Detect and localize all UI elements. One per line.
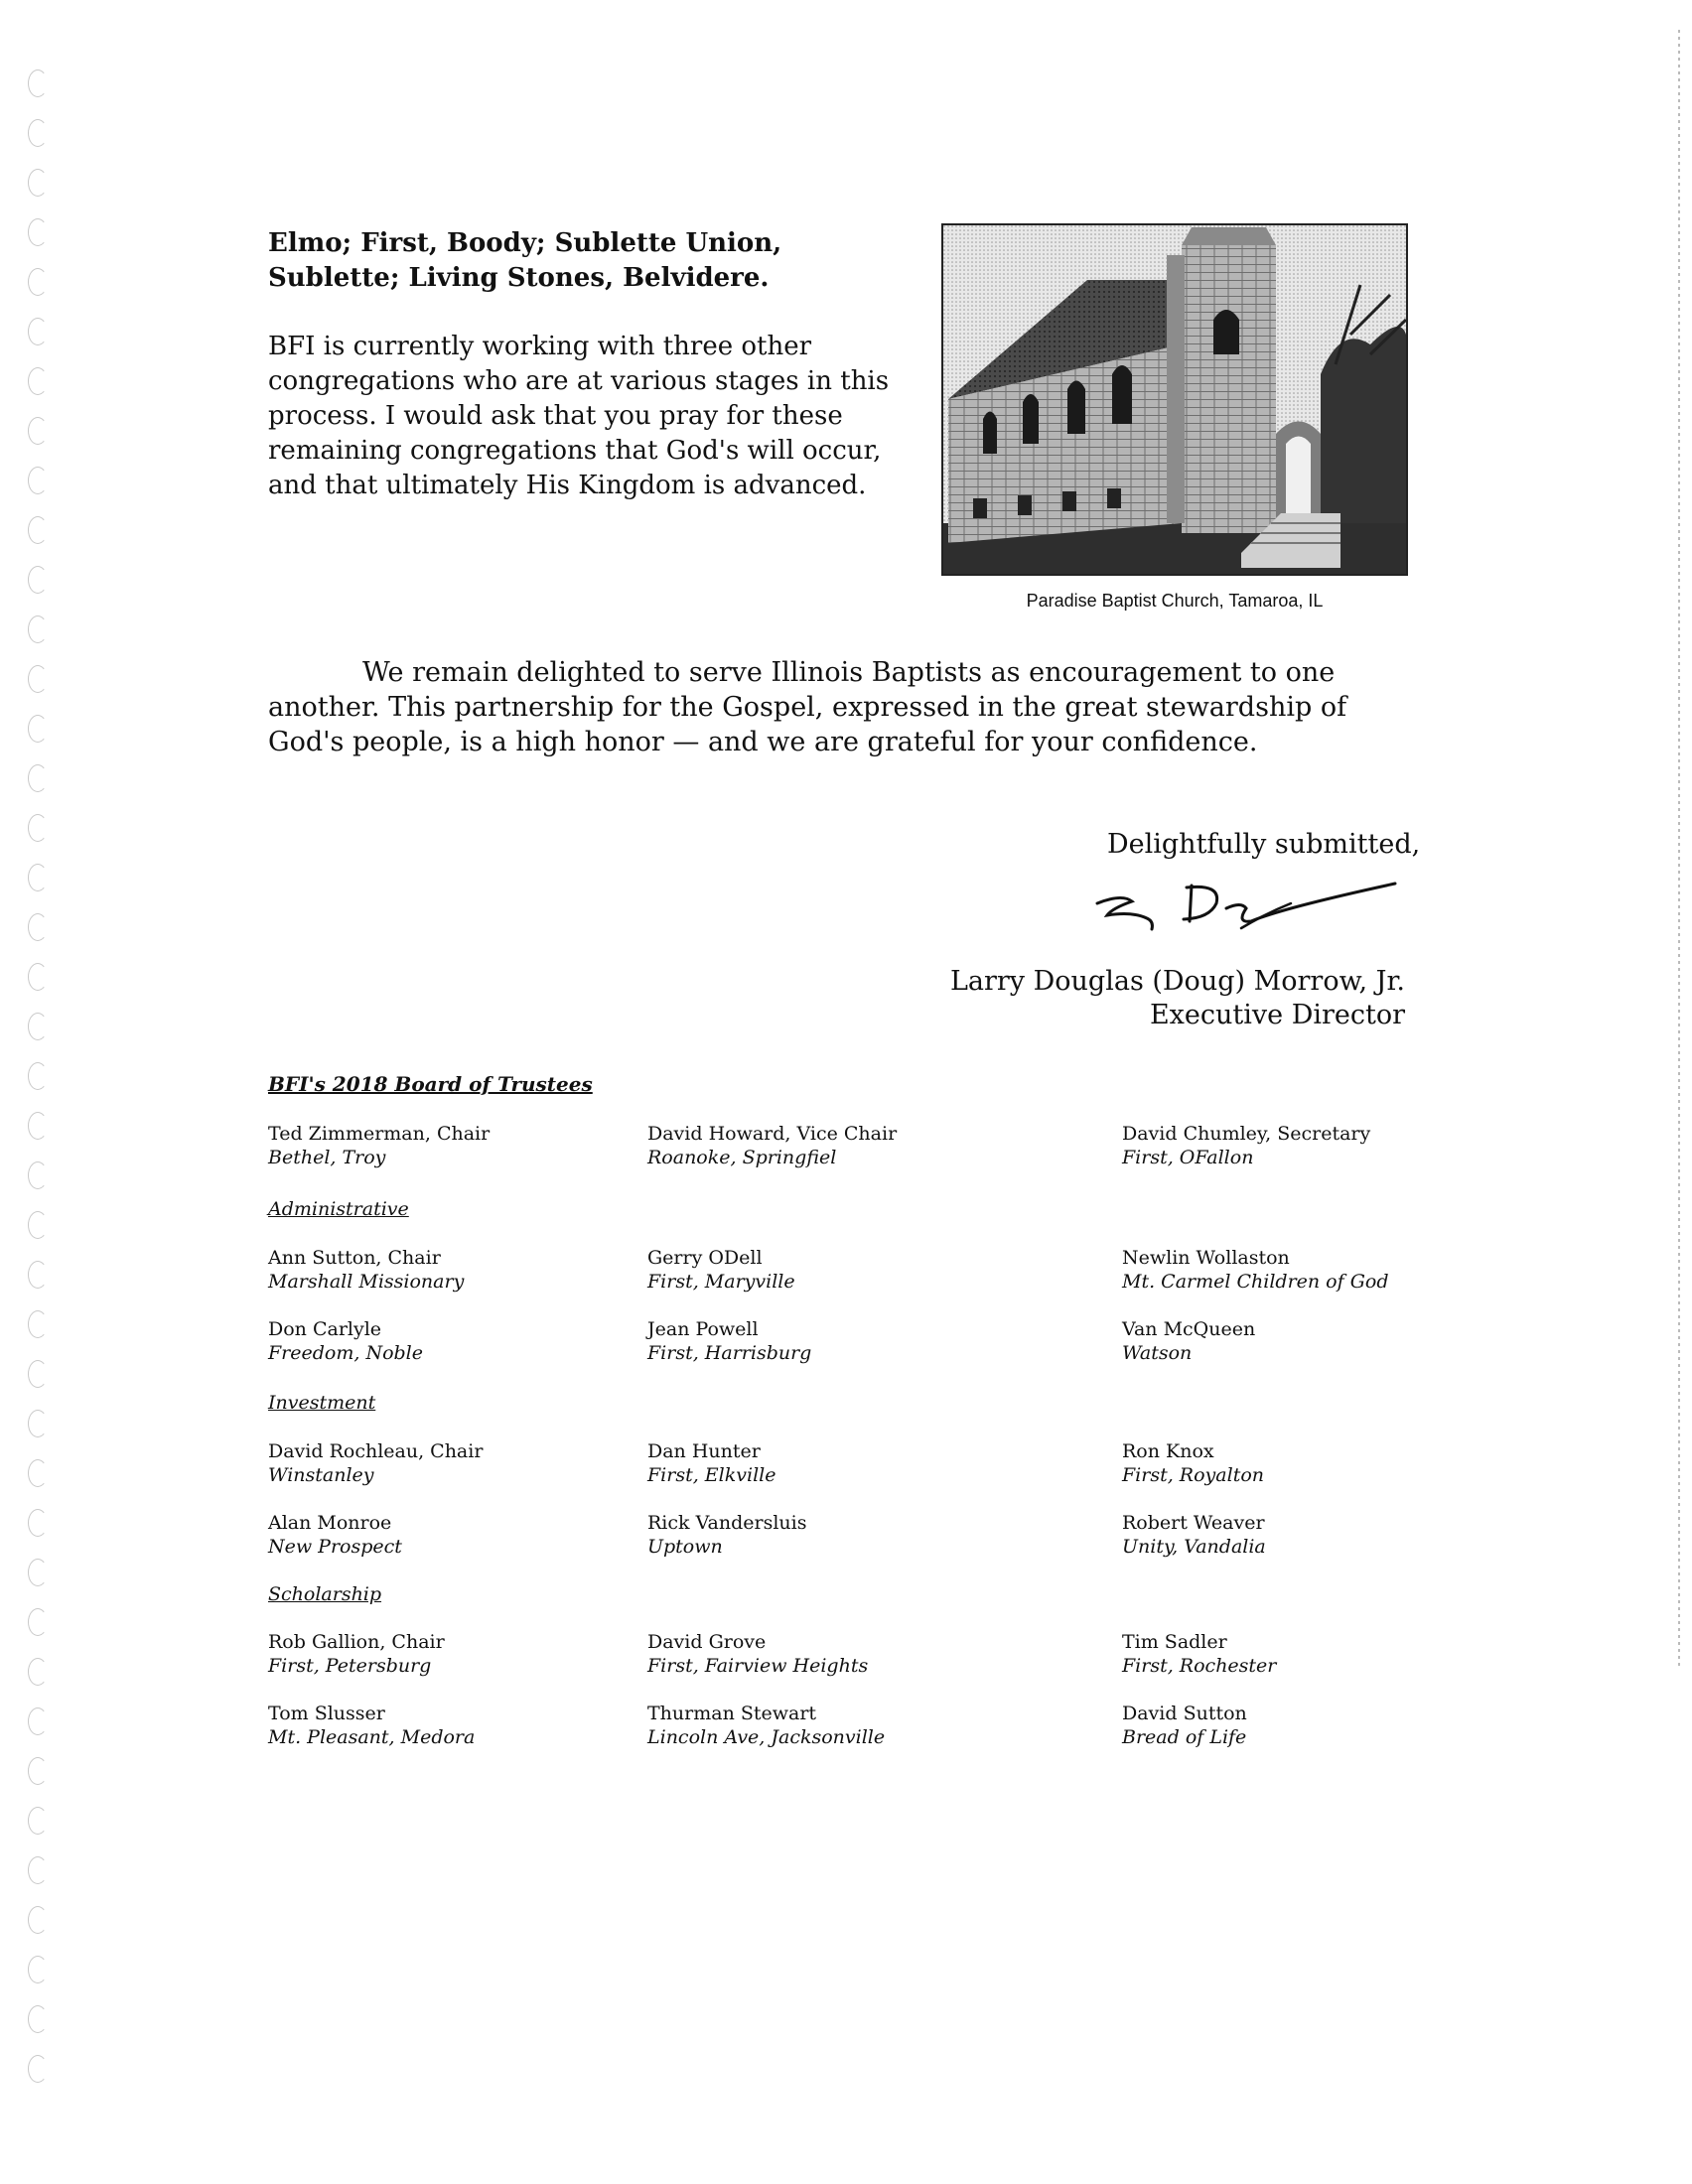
binder-hole xyxy=(28,1211,48,1239)
binder-hole xyxy=(28,913,48,941)
member-name: Ted Zimmerman, Chair xyxy=(268,1123,491,1145)
binder-hole xyxy=(28,1856,48,1884)
board-member xyxy=(1122,1317,1480,1365)
binder-hole xyxy=(28,1707,48,1735)
member-name: David Howard, Vice Chair xyxy=(647,1123,898,1145)
board-member xyxy=(268,1702,626,1749)
board-member xyxy=(647,1122,1005,1169)
board-member xyxy=(1122,1511,1480,1559)
member-name: Rob Gallion, Chair xyxy=(268,1631,445,1653)
binder-hole xyxy=(28,1062,48,1090)
board-member xyxy=(647,1702,1005,1749)
board-member xyxy=(1122,1630,1480,1678)
board-title: BFI's 2018 Board of Trustees xyxy=(268,1072,593,1096)
binder-hole xyxy=(28,2055,48,2083)
member-church: Lincoln Ave, Jacksonville xyxy=(647,1726,886,1748)
member-name: Thurman Stewart xyxy=(647,1703,817,1724)
board-member xyxy=(268,1511,626,1559)
binder-hole xyxy=(28,1658,48,1686)
member-name: David Grove xyxy=(647,1631,767,1653)
member-name: Newlin Wollaston xyxy=(1122,1247,1290,1269)
binder-hole xyxy=(28,566,48,594)
board-member xyxy=(647,1246,1005,1294)
binder-hole xyxy=(28,69,48,97)
binder-hole xyxy=(28,864,48,891)
member-name: David Sutton xyxy=(1122,1703,1247,1724)
binder-hole xyxy=(28,318,48,345)
binder-hole xyxy=(28,417,48,445)
member-church: First, Elkville xyxy=(647,1464,776,1486)
member-church: Mt. Pleasant, Medora xyxy=(268,1726,476,1748)
scholarship-subheading: Scholarship xyxy=(268,1583,382,1605)
board-member xyxy=(647,1511,1005,1559)
page-edge-mark xyxy=(1678,30,1680,1668)
member-church: Uptown xyxy=(647,1536,723,1558)
binder-hole xyxy=(28,1410,48,1437)
member-name: Rick Vandersluis xyxy=(647,1512,807,1534)
member-name: Alan Monroe xyxy=(268,1512,392,1534)
binder-hole xyxy=(28,1112,48,1140)
member-name: Robert Weaver xyxy=(1122,1512,1265,1534)
binder-hole xyxy=(28,1807,48,1835)
member-church: First, Royalton xyxy=(1122,1464,1265,1486)
member-name: Ron Knox xyxy=(1122,1440,1214,1462)
binder-hole xyxy=(28,665,48,693)
binder-hole xyxy=(28,814,48,842)
binder-hole xyxy=(28,963,48,991)
closing-paragraph-text: We remain delighted to serve Illinois Baptists as encouragement to one another. This partnership for the Gospel, expressed in the great stewardship of God's people, is a high honor — and we are grateful for your confidence. xyxy=(268,657,1347,757)
board-member xyxy=(268,1122,626,1169)
member-church: Unity, Vandalia xyxy=(1122,1536,1266,1558)
member-name: Ann Sutton, Chair xyxy=(268,1247,441,1269)
member-name: Tim Sadler xyxy=(1122,1631,1227,1653)
member-name: Tom Slusser xyxy=(268,1703,385,1724)
binder-hole xyxy=(28,1310,48,1338)
investment-subheading: Investment xyxy=(268,1392,376,1414)
signature xyxy=(1092,874,1400,948)
member-church: Roanoke, Springfiel xyxy=(647,1147,837,1168)
member-church: Marshall Missionary xyxy=(268,1271,465,1293)
binder-hole xyxy=(28,467,48,494)
churches-heading: Elmo; First, Boody; Sublette Union, Sublette; Living Stones, Belvidere. xyxy=(268,228,782,293)
signer-block xyxy=(894,965,1405,1032)
member-church: Winstanley xyxy=(268,1464,374,1486)
member-church: Bethel, Troy xyxy=(268,1147,386,1168)
binder-hole xyxy=(28,516,48,544)
board-member xyxy=(1122,1122,1480,1169)
board-member xyxy=(268,1317,626,1365)
binder-hole xyxy=(28,1608,48,1636)
board-member xyxy=(647,1630,1005,1678)
member-name: Don Carlyle xyxy=(268,1318,382,1340)
binder-hole xyxy=(28,119,48,147)
member-name: David Chumley, Secretary xyxy=(1122,1123,1371,1145)
member-church: First, Rochester xyxy=(1122,1655,1277,1677)
binder-hole xyxy=(28,1757,48,1785)
member-name: David Rochleau, Chair xyxy=(268,1440,484,1462)
member-church: First, Maryville xyxy=(647,1271,795,1293)
board-member xyxy=(268,1439,626,1487)
binder-hole xyxy=(28,2005,48,2033)
binder-hole xyxy=(28,715,48,743)
board-member xyxy=(268,1630,626,1678)
member-name: Van McQueen xyxy=(1122,1318,1256,1340)
prayer-paragraph: BFI is currently working with three other congregations who are at various stages in this process. I would ask that you pray for these remaining congregations that God's will occur, and that ultimately His Kingdom is advanced. xyxy=(268,332,890,500)
member-church: First, Petersburg xyxy=(268,1655,432,1677)
church-photo xyxy=(941,223,1408,576)
member-name: Dan Hunter xyxy=(647,1440,761,1462)
binder-hole xyxy=(28,764,48,792)
member-church: Watson xyxy=(1122,1342,1193,1364)
signer-title: Executive Director xyxy=(1149,1000,1405,1030)
administrative-subheading: Administrative xyxy=(268,1198,409,1220)
binder-hole xyxy=(28,367,48,395)
member-church: First, OFallon xyxy=(1122,1147,1254,1168)
binder-hole xyxy=(28,1161,48,1189)
binder-hole xyxy=(28,1509,48,1537)
binder-hole xyxy=(28,1559,48,1586)
signer-name: Larry Douglas (Doug) Morrow, Jr. xyxy=(949,966,1405,997)
board-member xyxy=(647,1317,1005,1365)
closing-line: Delightfully submitted, xyxy=(1107,829,1421,860)
member-name: Gerry ODell xyxy=(647,1247,763,1269)
member-church: First, Fairview Heights xyxy=(647,1655,869,1677)
binder-hole xyxy=(28,1261,48,1289)
board-member xyxy=(647,1439,1005,1487)
binder-hole xyxy=(28,1013,48,1040)
binder-hole xyxy=(28,169,48,197)
binder-hole xyxy=(28,1459,48,1487)
member-church: Freedom, Noble xyxy=(268,1342,423,1364)
closing-paragraph xyxy=(268,655,1410,759)
board-member xyxy=(1122,1702,1480,1749)
binder-hole xyxy=(28,1360,48,1388)
board-member xyxy=(1122,1439,1480,1487)
binder-holes xyxy=(22,60,62,2144)
member-church: Bread of Life xyxy=(1122,1726,1247,1748)
binder-hole xyxy=(28,218,48,246)
binder-hole xyxy=(28,1956,48,1983)
member-name: Jean Powell xyxy=(647,1318,759,1340)
binder-hole xyxy=(28,1906,48,1934)
board-member xyxy=(268,1246,626,1294)
binder-hole xyxy=(28,268,48,296)
photo-caption: Paradise Baptist Church, Tamaroa, IL xyxy=(1026,591,1324,611)
member-church: First, Harrisburg xyxy=(647,1342,812,1364)
board-member xyxy=(1122,1246,1480,1294)
binder-hole xyxy=(28,615,48,643)
member-church: New Prospect xyxy=(268,1536,402,1558)
member-church: Mt. Carmel Children of God xyxy=(1122,1271,1389,1293)
